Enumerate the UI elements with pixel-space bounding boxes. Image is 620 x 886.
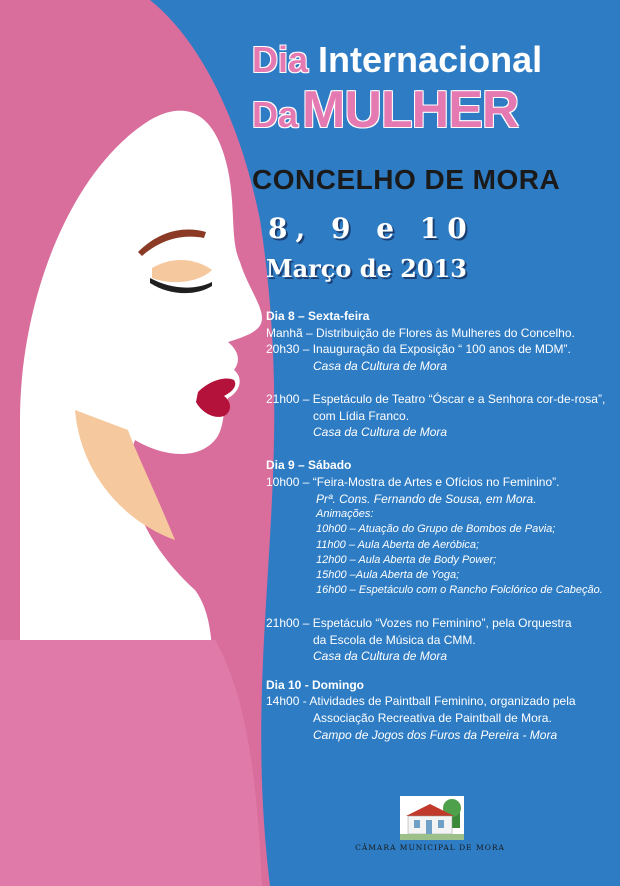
- program-line: Animações:: [316, 508, 374, 521]
- event-month: Março de 2013: [266, 254, 467, 283]
- title-line-2: [252, 82, 518, 151]
- day9-heading: Dia 9 – Sábado: [266, 458, 352, 473]
- municipality-logo: [400, 796, 464, 840]
- title-dia: Dia: [252, 39, 309, 80]
- program-line: da Escola de Música da CMM.: [313, 632, 476, 647]
- program-line: 16h00 – Espetáculo com o Rancho Folclórico de Cabeção.: [316, 584, 603, 597]
- day10-heading: Dia 10 - Domingo: [266, 677, 365, 692]
- title-internacional: Internacional: [318, 39, 543, 80]
- title-da: Da: [252, 94, 299, 135]
- title-mulher: MULHER: [302, 81, 519, 139]
- program-line: 10h00 – Atuação do Grupo de Bombos de Pavia;: [316, 523, 556, 536]
- municipality-name: CÂMARA MUNICIPAL DE MORA: [355, 843, 505, 852]
- program-line: 21h00 – Espetáculo “Vozes no Feminino”, pela Orquestra: [266, 615, 572, 630]
- program-line: 20h30 – Inauguração da Exposição “ 100 anos de MDM”.: [266, 342, 571, 357]
- program-venue: Prª. Cons. Fernando de Sousa, em Mora.: [316, 491, 537, 506]
- program: [266, 308, 616, 743]
- program-line: Manhã – Distribuição de Flores às Mulheres do Concelho.: [266, 325, 575, 340]
- top-clothing: [0, 640, 262, 886]
- program-line: com Lídia Franco.: [313, 408, 410, 423]
- program-venue: Casa da Cultura de Mora: [313, 358, 448, 373]
- program-venue: Casa da Cultura de Mora: [313, 649, 448, 664]
- program-venue: Campo de Jogos dos Furos da Pereira - Mora: [313, 727, 558, 742]
- title-line-1: [252, 38, 542, 82]
- program-line: Associação Recreativa de Paintball de Mora.: [313, 710, 552, 725]
- subtitle: CONCELHO DE MORA: [252, 164, 561, 195]
- program-line: 15h00 –Aula Aberta de Yoga;: [316, 568, 460, 581]
- day8-heading: Dia 8 – Sexta-feira: [266, 309, 370, 323]
- program-line: 12h00 – Aula Aberta de Body Power;: [316, 553, 497, 566]
- program-venue: Casa da Cultura de Mora: [313, 425, 448, 440]
- program-line: 11h00 – Aula Aberta de Aeróbica;: [316, 538, 480, 551]
- program-line: 10h00 – “Feira-Mostra de Artes e Ofícios no Feminino”.: [266, 474, 560, 489]
- program-line: 14h00 - Atividades de Paintball Feminino, organizado pela: [266, 694, 576, 709]
- event-dates: 8, 9 e 10: [268, 212, 475, 245]
- program-line: 21h00 – Espetáculo de Teatro “Óscar e a Senhora cor-de-rosa”,: [266, 391, 606, 406]
